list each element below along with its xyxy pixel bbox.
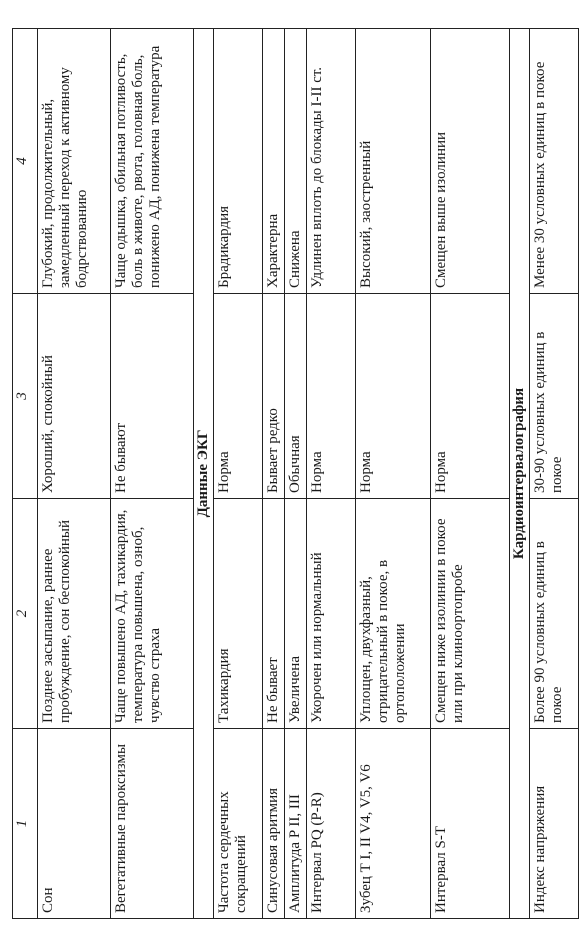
section-row xyxy=(510,29,530,919)
table-cell: Характерна xyxy=(263,29,285,294)
table-cell: Бывает редко xyxy=(263,294,285,499)
table-cell: Не бывают xyxy=(111,294,194,499)
table-cell: Норма xyxy=(431,294,510,499)
table-cell: Норма xyxy=(307,294,356,499)
table-row xyxy=(214,29,263,919)
param-cell: Интервал S-T xyxy=(431,729,510,919)
table-cell: Более 90 условных единиц в покое xyxy=(530,499,579,729)
table-cell: Смещен выше изолинии xyxy=(431,29,510,294)
table-cell: Менее 30 условных единиц в покое xyxy=(530,29,579,294)
param-cell: Интервал PQ (P-R) xyxy=(307,729,356,919)
table-row xyxy=(431,29,510,919)
param-cell: Частота сердечных сокращений xyxy=(214,729,263,919)
col-header-2: 2 xyxy=(13,499,38,729)
table-cell: Обычная xyxy=(285,294,307,499)
table-cell: 30-90 условных единиц в покое xyxy=(530,294,579,499)
table-row xyxy=(307,29,356,919)
table-cell: Удлинен вплоть до блокады I-II ст. xyxy=(307,29,356,294)
table-row xyxy=(263,29,285,919)
param-cell: Сон xyxy=(38,729,111,919)
table-cell: Глубокий, продолжительный, замедленный переход к активному бодрствованию xyxy=(38,29,111,294)
param-cell: Индекс напряжения xyxy=(530,729,579,919)
table-row xyxy=(530,29,579,919)
table-cell: Позднее засыпание, раннее пробуждение, сон беспокойный xyxy=(38,499,111,729)
param-cell: Амплитуда P II, III xyxy=(285,729,307,919)
comparison-table xyxy=(12,28,579,919)
section-title-cardiointervalography: Кардиоинтервалография xyxy=(510,29,530,919)
table-cell: Высокий, заостренный xyxy=(356,29,431,294)
table-cell: Норма xyxy=(214,294,263,499)
section-row xyxy=(194,29,214,919)
table-row xyxy=(111,29,194,919)
param-cell: Зубец T I, II V4, V5, V6 xyxy=(356,729,431,919)
section-title-ecg: Данные ЭКГ xyxy=(194,29,214,919)
table-cell: Укорочен или нормальный xyxy=(307,499,356,729)
table-cell: Норма xyxy=(356,294,431,499)
table-cell: Не бывает xyxy=(263,499,285,729)
header-row xyxy=(13,29,38,919)
table-cell: Хороший, спокойный xyxy=(38,294,111,499)
table-cell: Увеличена xyxy=(285,499,307,729)
col-header-1: 1 xyxy=(13,729,38,919)
table-cell: Чаще одышка, обильная потливость, боль в животе, рвота, головная боль, понижено АД, понижена температура xyxy=(111,29,194,294)
table-cell: Смещен ниже изолинии в покое или при клиноортопробе xyxy=(431,499,510,729)
table-cell: Тахикардия xyxy=(214,499,263,729)
table-row xyxy=(285,29,307,919)
col-header-4: 4 xyxy=(13,29,38,294)
table-row xyxy=(38,29,111,919)
table-cell: Снижена xyxy=(285,29,307,294)
table-cell: Уплощен, двухфазный, отрицательный в покое, в ортоположении xyxy=(356,499,431,729)
table-cell: Брадикардия xyxy=(214,29,263,294)
param-cell: Вегетативные пароксизмы xyxy=(111,729,194,919)
param-cell: Синусовая аритмия xyxy=(263,729,285,919)
table-row xyxy=(356,29,431,919)
col-header-3: 3 xyxy=(13,294,38,499)
table-cell: Чаще повышено АД, тахикардия, температура повышена, озноб, чувство страха xyxy=(111,499,194,729)
